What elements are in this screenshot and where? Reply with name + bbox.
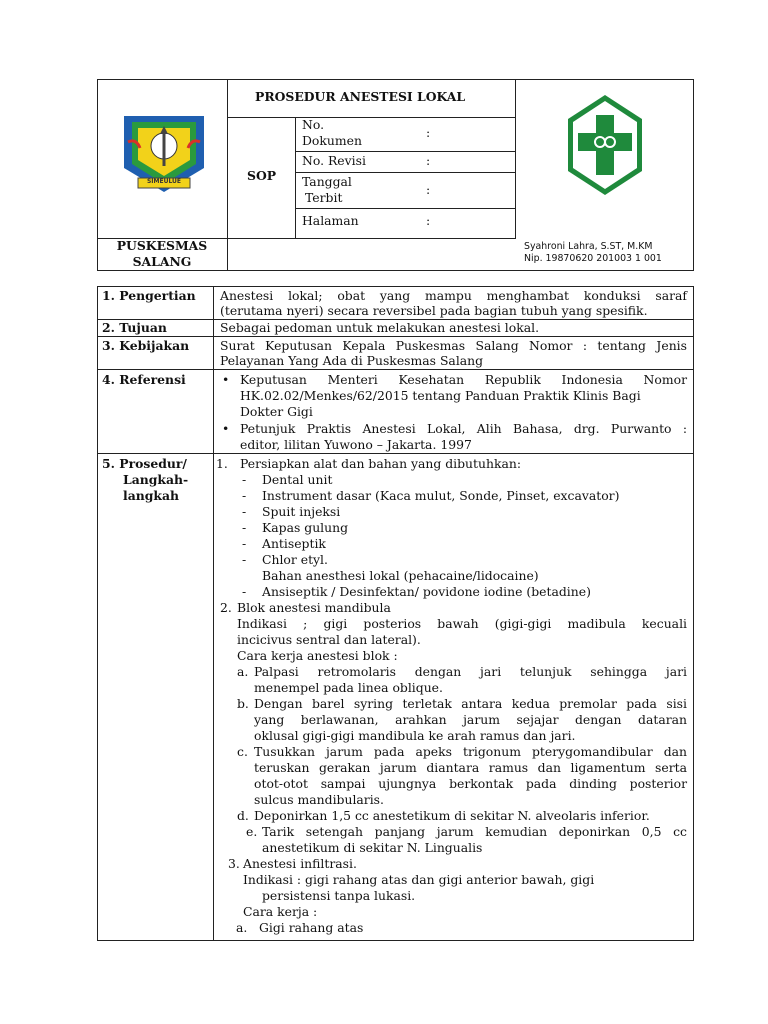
step-2-d-mark: d.	[237, 808, 249, 823]
referensi-1-line-3: Dokter Gigi	[240, 404, 313, 419]
step-2-d-line-1: Deponirkan 1,5 cc anestetikum di sekitar N. alveolaris inferior.	[254, 808, 650, 823]
referensi-bullet-1: •	[222, 372, 230, 387]
step-1-item-1: Dental unit	[262, 472, 333, 487]
referensi-1-line-1: Keputusan Menteri Kesehatan Republik Indonesia Nomor	[240, 372, 687, 387]
step-2-c-mark: c.	[237, 744, 248, 759]
field-no-revisi-sep: :	[426, 153, 431, 168]
step-2-number: 2.	[220, 600, 232, 615]
field-no-dokumen-sep: :	[426, 125, 431, 140]
step-3-number: 3.	[228, 856, 240, 871]
step-2-e-mark: e.	[246, 824, 258, 839]
step-2-c-line-3: otot-otot sampai ujungnya berkontak pada dinding posterior	[254, 776, 687, 791]
field-halaman-sep: :	[426, 213, 431, 228]
row-label-pengertian: 1. Pengertian	[102, 288, 196, 303]
row-label-tujuan: 2. Tujuan	[102, 320, 167, 335]
step-1-dash: -	[242, 584, 247, 599]
tujuan-line-1: Sebagai pedoman untuk melakukan anestesi lokal.	[220, 320, 540, 335]
step-1-dash: -	[242, 552, 247, 567]
row-label-kebijakan: 3. Kebijakan	[102, 338, 190, 353]
step-2-b-line-2: yang berlawanan, arahkan jarum sejajar dengan dataran	[254, 712, 687, 727]
kebijakan-line-2: Pelayanan Yang Ada di Puskesmas Salang	[220, 353, 484, 368]
row-label-prosedur-2: Langkah-	[123, 472, 189, 487]
puskesmas-logo	[566, 93, 644, 197]
step-1-last: Ansiseptik / Desinfektan/ povidone iodine (betadine)	[262, 584, 591, 599]
field-halaman-label: Halaman	[302, 213, 359, 228]
step-2-cara: Cara kerja anestesi blok :	[237, 648, 398, 663]
step-3-indikasi-2: persistensi tanpa lukasi.	[262, 888, 416, 903]
field-no-dokumen-label-1: No.	[302, 117, 325, 132]
field-tanggal-sep: :	[426, 182, 431, 197]
step-3-indikasi-1: Indikasi : gigi rahang atas dan gigi anterior bawah, gigi	[243, 872, 595, 887]
step-1-item-3: Spuit injeksi	[262, 504, 341, 519]
step-2-a-line-1: Palpasi retromolaris dengan jari telunjuk sehingga jari	[254, 664, 687, 679]
step-1-title: Persiapkan alat dan bahan yang dibutuhkan:	[240, 456, 522, 471]
step-2-b-mark: b.	[237, 696, 249, 711]
step-1-dash: -	[242, 488, 247, 503]
step-2-c-line-4: sulcus mandibularis.	[254, 792, 384, 807]
step-2-b-line-1: Dengan barel syring terletak antara kedua premolar pada sisi	[254, 696, 687, 711]
step-1-number: 1.	[216, 456, 228, 471]
step-3-a-mark: a.	[236, 920, 248, 935]
org-name-line-1: PUSKESMAS	[116, 238, 208, 253]
step-2-title: Blok anestesi mandibula	[237, 600, 391, 615]
referensi-2-line-1: Petunjuk Praktis Anestesi Lokal, Alih Bahasa, drg. Purwanto :	[240, 421, 687, 436]
regency-logo	[118, 108, 210, 196]
row-label-referensi: 4. Referensi	[102, 372, 186, 387]
field-tanggal-label-1: Tanggal	[302, 174, 352, 189]
step-1-item-2: Instrument dasar (Kaca mulut, Sonde, Pinset, excavator)	[262, 488, 620, 503]
step-2-e-line-2: anestetikum di sekitar N. Lingualis	[262, 840, 483, 855]
step-2-a-mark: a.	[237, 664, 249, 679]
step-1-dash: -	[242, 520, 247, 535]
referensi-1-line-2: HK.02.02/Menkes/62/2015 tentang Panduan Praktik Klinis Bagi	[240, 388, 641, 403]
row-label-prosedur-1: 5. Prosedur/	[102, 456, 187, 471]
step-2-b-line-3: oklusal gigi-gigi mandibula ke arah ramus dan jari.	[254, 728, 576, 743]
step-1-item-6: Chlor etyl.	[262, 552, 328, 567]
step-2-c-line-1: Tusukkan jarum pada apeks trigonum pterygomandibular dan	[254, 744, 687, 759]
signer-name: Syahroni Lahra, S.ST, M.KM	[524, 241, 653, 252]
document-title: PROSEDUR ANESTESI LOKAL	[255, 89, 466, 104]
referensi-bullet-2: •	[222, 421, 230, 436]
sop-label: SOP	[247, 168, 277, 183]
step-3-cara: Cara kerja :	[243, 904, 318, 919]
step-2-e-line-1: Tarik setengah panjang jarum kemudian deponirkan 0,5 cc	[262, 824, 687, 839]
field-no-revisi-label: No. Revisi	[302, 153, 366, 168]
step-2-indikasi-1: Indikasi ; gigi posterios bawah (gigi-gigi madibula kecuali	[237, 616, 687, 631]
kebijakan-line-1: Surat Keputusan Kepala Puskesmas Salang Nomor : tentang Jenis	[220, 338, 687, 353]
step-1-item-4: Kapas gulung	[262, 520, 349, 535]
pengertian-line-1: Anestesi lokal; obat yang mampu menghambat konduksi saraf	[220, 288, 687, 303]
step-3-title: Anestesi infiltrasi.	[243, 856, 357, 871]
signer-nip: Nip. 19870620 201003 1 001	[524, 253, 662, 264]
field-no-dokumen-label-2: Dokumen	[302, 133, 362, 148]
step-2-indikasi-2: incicivus sentral dan lateral).	[237, 632, 421, 647]
step-2-c-line-2: teruskan gerakan jarum diantara ramus dan ligamentum serta	[254, 760, 687, 775]
logo-text: SIMEULUE	[146, 178, 182, 185]
row-label-prosedur-3: langkah	[123, 488, 180, 503]
org-name-line-2: SALANG	[132, 254, 192, 269]
step-1-extra: Bahan anesthesi lokal (pehacaine/lidocaine)	[262, 568, 539, 583]
pengertian-line-2: (terutama nyeri) secara reversibel pada bagian tubuh yang spesifik.	[220, 303, 648, 318]
health-cross-icon	[566, 93, 644, 197]
field-tanggal-label-2: Terbit	[305, 190, 343, 205]
step-1-item-5: Antiseptik	[262, 536, 326, 551]
step-1-dash: -	[242, 504, 247, 519]
referensi-2-line-2: editor, lilitan Yuwono – Jakarta. 1997	[240, 437, 472, 452]
step-3-a-text: Gigi rahang atas	[259, 920, 364, 935]
step-2-a-line-2: menempel pada linea oblique.	[254, 680, 443, 695]
step-1-dash: -	[242, 536, 247, 551]
step-1-dash: -	[242, 472, 247, 487]
